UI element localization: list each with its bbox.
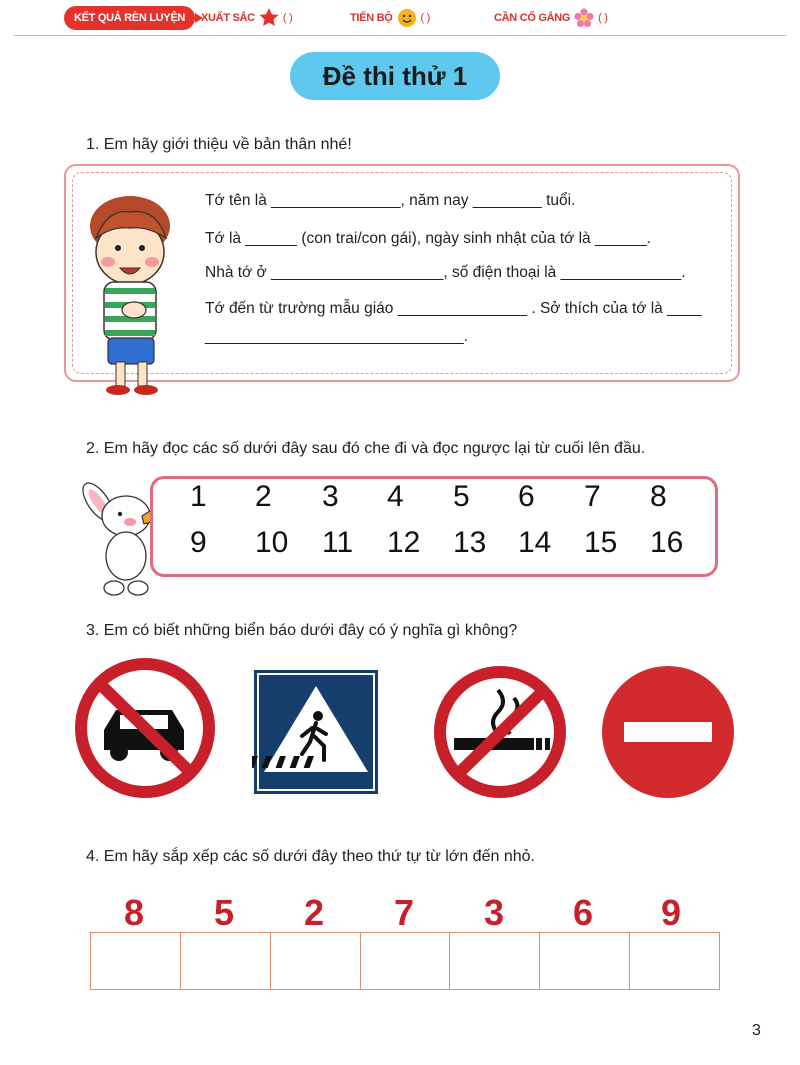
page-number: 3 [752,1022,761,1039]
number-row2-5: 14 [518,526,552,559]
number-row2-1: 10 [255,526,289,559]
intro-line-school-hobby: Tớ đến từ trường mẫu giáo _______________ . Sở thích của tớ là ____ [205,300,702,317]
answer-cell[interactable] [361,933,451,989]
rating-tryharder-bracket: ( ) [598,12,608,24]
order-number-1: 5 [214,892,235,933]
number-row1-4: 5 [453,480,470,513]
rating-excellent [201,8,292,27]
answer-cell[interactable] [271,933,361,989]
number-row2-7: 16 [650,526,684,559]
rating-progress-label: TIẾN BỘ [350,12,393,24]
answer-cell[interactable] [630,933,719,989]
rating-tryharder-label: CẦN CỐ GẮNG [494,12,571,24]
answer-cell[interactable] [540,933,630,989]
number-row1-3: 4 [387,480,404,513]
boy-illustration [78,190,188,400]
rating-progress [350,8,430,28]
rating-progress-bracket: ( ) [420,12,430,24]
intro-line-gender-birthday: Tớ là ______ (con trai/con gái), ngày sinh nhật của tớ là ______. [205,230,651,247]
number-row2-3: 12 [387,526,421,559]
number-row2-0: 9 [190,526,207,559]
no-entry-sign [600,664,736,800]
intro-line-hobby-continued: ______________________________. [205,328,468,345]
order-number-6: 9 [661,892,682,933]
answer-cell[interactable] [181,933,271,989]
smiley-icon [397,8,417,28]
order-number-0: 8 [124,892,145,933]
result-badge: KẾT QUẢ RÈN LUYỆN [64,6,195,30]
rating-excellent-label: XUẤT SẮC [201,11,255,24]
flower-icon [574,8,594,28]
order-number-3: 7 [394,892,415,933]
answer-cell[interactable] [91,933,181,989]
number-row1-6: 7 [584,480,601,513]
rating-excellent-bracket: ( ) [282,11,293,24]
order-number-5: 6 [573,892,594,933]
number-box [150,476,718,577]
order-number-4: 3 [484,892,505,933]
rating-tryharder [494,8,608,28]
page-title: Đề thi thử 1 [290,52,500,100]
question-3-prompt: 3. Em có biết những biển báo dưới đây có ý nghĩa gì không? [86,622,518,639]
question-2-prompt: 2. Em hãy đọc các số dưới đây sau đó che đi và đọc ngược lại từ cuối lên đầu. [86,440,646,457]
answer-cells [90,932,720,990]
answer-cell[interactable] [450,933,540,989]
intro-line-name-age: Tớ tên là _______________, năm nay ________ tuổi. [205,192,576,209]
number-row2-2: 11 [322,526,354,559]
no-cars-sign [72,658,218,798]
order-number-2: 2 [304,892,325,933]
number-row2-6: 15 [584,526,618,559]
number-row1-0: 1 [190,480,207,513]
number-row1-1: 2 [255,480,272,513]
question-4-prompt: 4. Em hãy sắp xếp các số dưới đây theo thứ tự từ lớn đến nhỏ. [86,848,535,865]
intro-line-address-phone: Nhà tớ ở ____________________, số điện thoại là ______________. [205,264,686,281]
number-row1-5: 6 [518,480,535,513]
no-smoking-sign [432,664,568,800]
number-row1-2: 3 [322,480,339,513]
header-bar [14,0,786,36]
number-row1-7: 8 [650,480,667,513]
pedestrian-crossing-sign [252,668,380,796]
question-1-prompt: 1. Em hãy giới thiệu về bản thân nhé! [86,136,352,153]
number-row2-4: 13 [453,526,487,559]
star-icon [259,8,279,27]
